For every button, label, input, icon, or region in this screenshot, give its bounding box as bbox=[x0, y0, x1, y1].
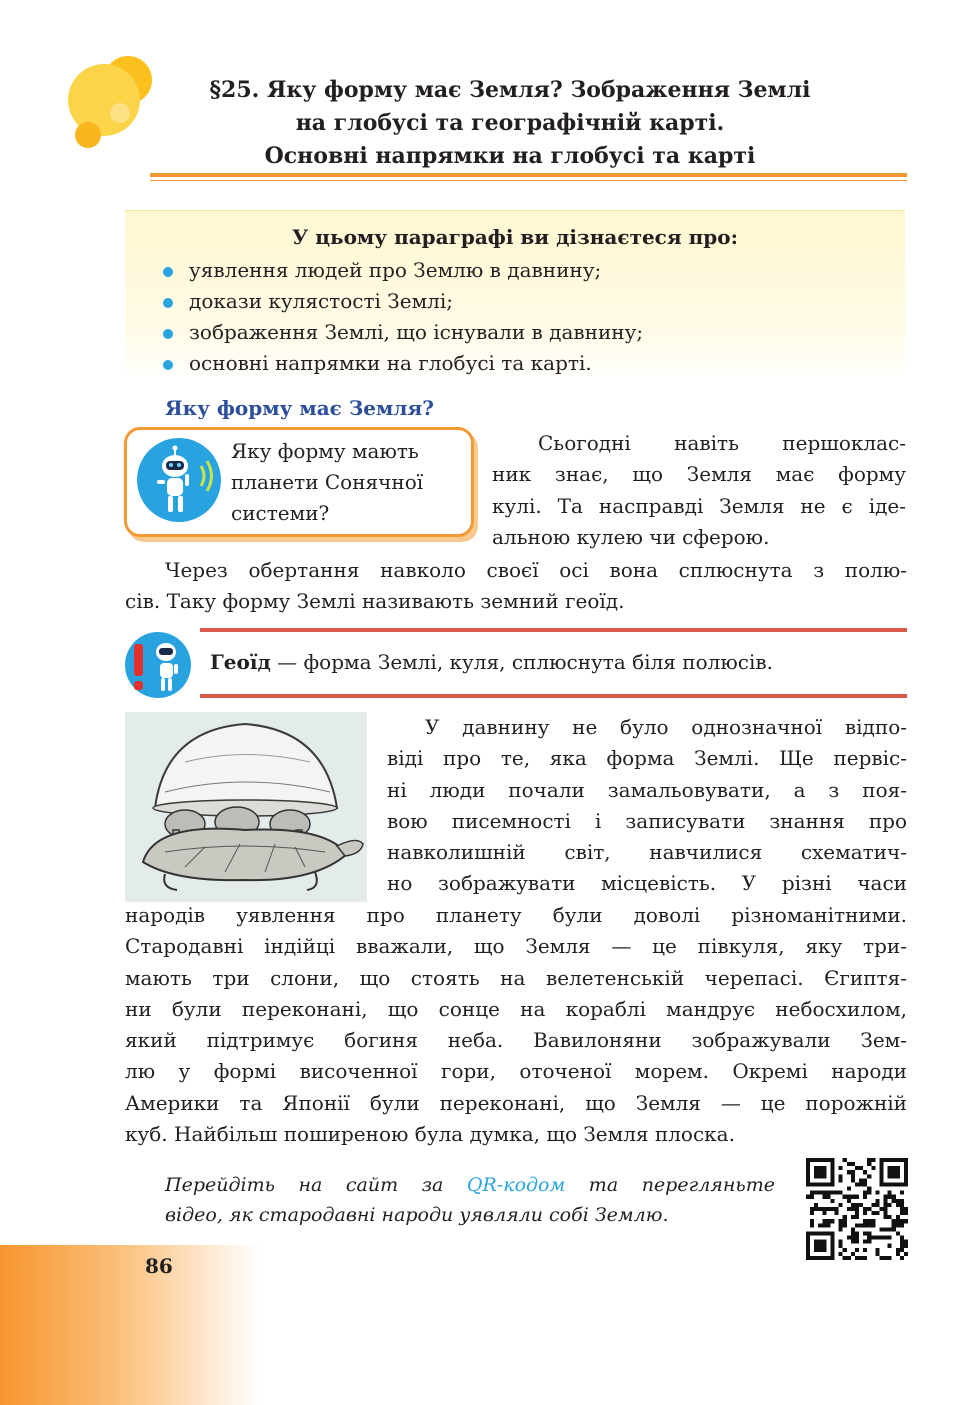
section-heading: Яку форму має Земля? bbox=[165, 396, 434, 420]
paragraph-geoid: Через обертання навколо своєї осі вона сплюснута з полю- сів. Таку форму Землі називають земний геоїд. bbox=[125, 558, 907, 614]
definition-rule-bottom bbox=[200, 694, 907, 698]
definition-term: Геоїд bbox=[210, 650, 271, 674]
learning-objectives-title: У цьому параграфі ви дізнаєтеся про: bbox=[292, 225, 738, 249]
page-corner-decor bbox=[0, 1245, 260, 1405]
page-number: 86 bbox=[145, 1254, 173, 1278]
paragraph-intro: Сьогодні навіть першоклас- ник знає, що Земля має форму кулі. Та насправді Земля не є іде- альною кулею чи сферою. bbox=[492, 431, 906, 549]
robot-question-box bbox=[124, 427, 474, 537]
list-item: уявлення людей про Землю в давнину; bbox=[161, 255, 643, 286]
bullet-icon bbox=[163, 360, 173, 370]
qr-code-link[interactable]: QR-кодом bbox=[466, 1174, 566, 1196]
paragraph-history-side: У давнину не було однозначної відпо- віді про те, яка форма Землі. Ще первіс- ні люди почали замальовувати, а з поя- вою писемності і записувати знання про навколишній світ, навчилися схематич- но зображувати місцевість. У різні часи bbox=[387, 715, 907, 896]
title-line: §25. Яку форму має Земля? Зображення Землі bbox=[209, 77, 811, 103]
geoid-definition bbox=[210, 650, 773, 674]
definition-text: — форма Землі, куля, сплюснута біля полюсів. bbox=[270, 650, 773, 674]
robot-question-text: Яку форму мають планети Сонячної системи? bbox=[231, 439, 424, 525]
bullet-icon bbox=[163, 267, 173, 277]
list-item: основні напрямки на глобусі та карті. bbox=[161, 348, 643, 379]
learning-objectives-list bbox=[161, 255, 643, 379]
title-divider bbox=[150, 173, 907, 177]
title-divider-thin bbox=[150, 180, 907, 181]
qr-code-icon[interactable] bbox=[806, 1158, 908, 1260]
page-title bbox=[150, 74, 870, 173]
title-line: на глобусі та географічній карті. bbox=[295, 110, 725, 136]
qr-instruction: Перейдіть на сайт за QR-кодом та перегляньте відео, як стародавні народи уявляли собі Землю. bbox=[165, 1174, 775, 1226]
paragraph-history-full: народів уявлення про планету були доволі різноманітними. Стародавні індійці вважали, що Земля — це півкуля, яку три- мають три слони, що стоять на велетенській черепасі. Єгиптя- ни були переконані, що сонце на кораблі мандрує небосхилом, який підтримує богиня неба. Вавилоняни зображували Зем- лю у формі височенної гори, оточеної морем. Окремі народи Америки та Японії були переконані, що Земля — це порожній куб. Найбільш поширеною була думка, що Земля плоска. bbox=[125, 903, 907, 1147]
bullet-icon bbox=[163, 329, 173, 339]
learning-objectives-box bbox=[125, 210, 905, 381]
list-item: докази кулястості Землі; bbox=[161, 286, 643, 317]
list-item: зображення Землі, що існували в давнину; bbox=[161, 317, 643, 348]
robot-icon bbox=[135, 436, 223, 524]
bullet-icon bbox=[163, 298, 173, 308]
title-line: Основні напрямки на глобусі та карті bbox=[264, 143, 756, 169]
definition-rule-top bbox=[200, 628, 907, 632]
exclamation-robot-icon bbox=[124, 630, 192, 700]
turtle-elephants-illustration bbox=[125, 712, 367, 902]
